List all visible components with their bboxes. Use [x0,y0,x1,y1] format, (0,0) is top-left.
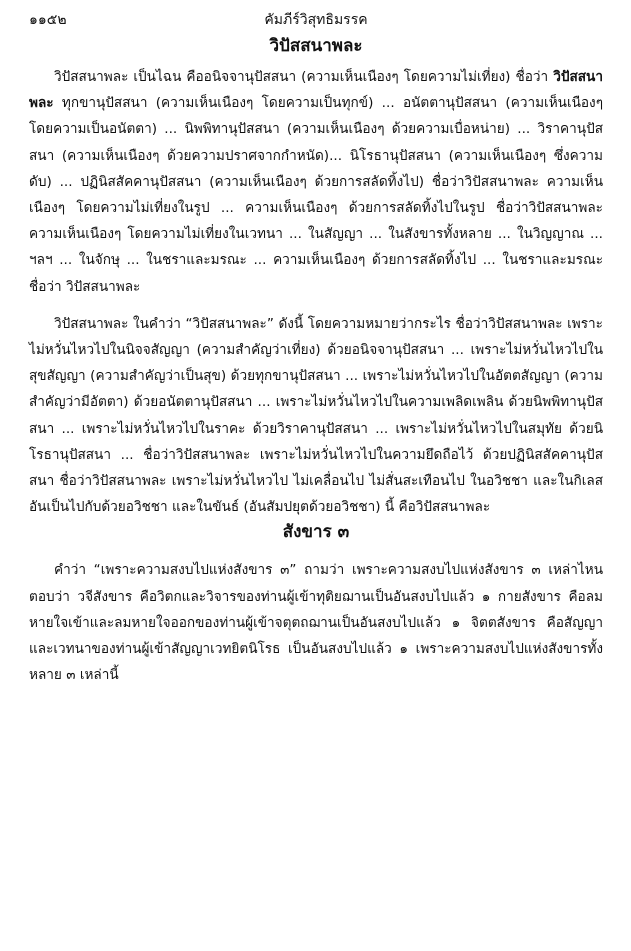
section-heading-vipassana-bala: วิปัสสนาพละ [269,36,363,56]
page-number: ๑๑๕๒ [29,12,67,28]
paragraph-vipassana-definition [29,64,603,300]
section-heading-sankhara-3: สังขาร ๓ [282,522,350,543]
emphasized-term: วิปัสสนาพละ [29,69,603,112]
paragraph-vipassana-meaning: วิปัสสนาพละ ในคำว่า “วิปัสสนาพละ” ดังนี้ โดยความหมายว่ากระไร ชื่อว่าวิปัสสนาพละ เพราะไม่หวั่นไหวไปในนิจจสัญญา (ความสำคัญว่าเที่ยง) ด้วยอนิจจานุปัสสนา ... เพราะไม่หวั่นไหวไปในสุขสัญญา (ความสำคัญว่าเป็นสุข) ด้วยทุกขานุปัสสนา ... เพราะไม่หวั่นไหวไปในอัตตสัญญา (ความสำคัญว่ามีอัตตา) ด้วยอนัตตานุปัสสนา ... เพราะไม่หวั่นไหวไปในความเพลิดเพลิน ด้วยนิพพิทานุปัสสนา ... เพราะไม่หวั่นไหวไปในราคะ ด้วยวิราคานุปัสสนา ... เพราะไม่หวั่นไหวไปในสมุทัย ด้วยนิโรธานุปัสสนา ... ชื่อว่าวิปัสสนาพละ เพราะไม่หวั่นไหวไปในความยึดถือไว้ ด้วยปฏินิสสัคคานุปัสสนา ชื่อว่าวิปัสสนาพละ เพราะไม่หวั่นไหวไป ไม่เคลื่อนไป ไม่สั่นสะเทือนไป ในอวิชชา และในกิเลสอันเป็นไปกับด้วยอวิชชา และในขันธ์ (อันสัมปยุตด้วยอวิชชา) นี้ คือวิปัสสนาพละ [29,315,603,516]
paragraph-text: วิปัสสนาพละ เป็นไฉน คืออนิจจานุปัสสนา (ความเห็นเนืองๆ โดยความไม่เที่ยง) ชื่อว่า [54,69,554,85]
running-title: คัมภีร์วิสุทธิมรรค [264,12,368,28]
paragraph-sankhara: คำว่า “เพราะความสงบไปแห่งสังขาร ๓” ถามว่า เพราะความสงบไปแห่งสังขาร ๓ เหล่าไหน ตอบว่า วจีสังขาร คือวิตกและวิจารของท่านผู้เข้าทุติยฌานเป็นอันสงบไปแล้ว ๑ กายสังขาร คือลมหายใจเข้าและลมหายใจออกของท่านผู้เข้าจตุตถฌานเป็นอันสงบไปแล้ว ๑ จิตตสังขาร คือสัญญาและเวทนาของท่านผู้เข้าสัญญาเวทยิตนิโรธ เป็นอันสงบไปแล้ว ๑ เพราะความสงบไปแห่งสังขารทั้งหลาย ๓ เหล่านี้ [29,562,603,684]
page-header [29,0,603,34]
paragraph-text: ทุกขานุปัสสนา (ความเห็นเนืองๆ โดยความเป็นทุกข์) ... อนัตตานุปัสสนา (ความเห็นเนืองๆ โดยความเป็นอนัตตา) ... นิพพิทานุปัสสนา (ความเห็นเนืองๆ ด้วยความเบื่อหน่าย) ... วิราคานุปัสสนา (ความเห็นเนืองๆ ด้วยความปราศจากกำหนัด)... นิโรธานุปัสสนา (ความเห็นเนืองๆ ซึ่งความดับ) ... ปฏินิสสัคคานุปัสสนา (ความเห็นเนืองๆ ด้วยการสลัดทิ้งไป) ชื่อว่าวิปัสสนาพละ ความเห็นเนืองๆ โดยความไม่เที่ยงในรูป ... ความเห็นเนืองๆ ด้วยการสลัดทิ้งไปในรูป ชื่อว่าวิปัสสนาพละ ความเห็นเนืองๆ โดยความไม่เที่ยงในเวทนา ... ในสัญญา ... ในสังขารทั้งหลาย ... ในวิญญาณ ... ฯลฯ ... ในจักษุ ... ในชราและมรณะ ... ความเห็นเนืองๆ ด้วยการสลัดทิ้งไป ... ในชราและมรณะ ชื่อว่า วิปัสสนาพละ [29,95,603,295]
